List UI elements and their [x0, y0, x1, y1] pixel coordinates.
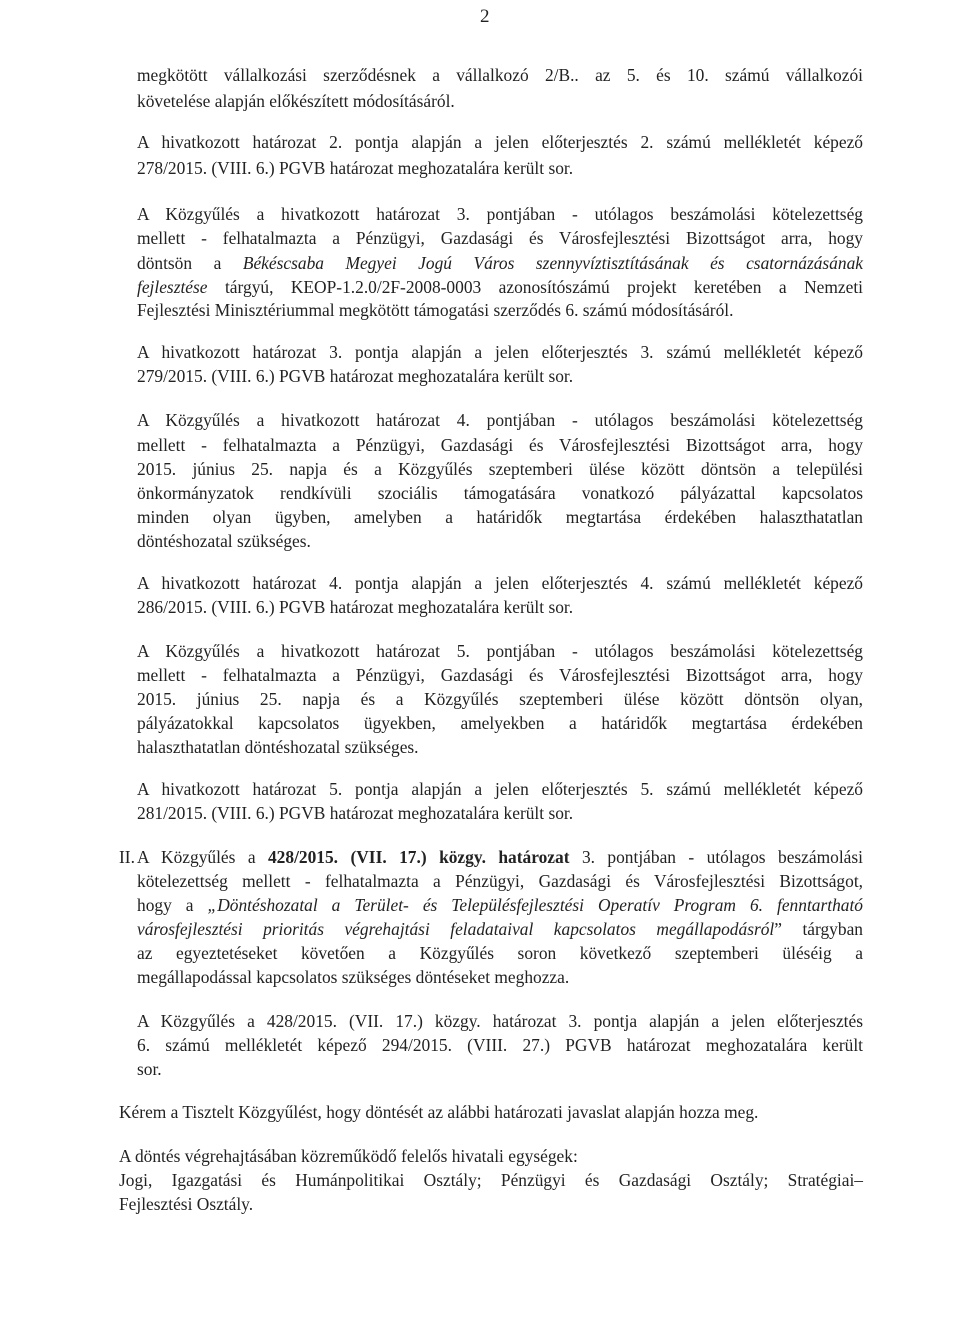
project-title-italic-end: fejlesztése: [137, 277, 208, 297]
paragraph-5-line-2: mellett - felhatalmazta a Pénzügyi, Gazdasági és Városfejlesztési Bizottságot arra, hogy: [137, 435, 863, 455]
section-ii-p2-line-1: A Közgyűlés a 428/2015. (VII. 17.) közgy. határozat 3. pontja alapján a jelen előterjesztés: [137, 1011, 863, 1031]
paragraph-1-line-1: megkötött vállalkozási szerződésnek a vállalkozó 2/B.. az 5. és 10. számú vállalkozói: [137, 65, 863, 85]
program-title-italic: „Döntéshozatal a Terület- és Településfejlesztési Operatív Program 6. fenntartható: [207, 895, 863, 915]
paragraph-3-line-5: Fejlesztési Minisztériummal megkötött támogatási szerződés 6. számú módosításáról.: [137, 300, 734, 320]
section-ii-line-1: [137, 846, 863, 868]
section-ii-line-3: [137, 894, 863, 916]
paragraph-3-line-3: [137, 252, 863, 274]
section-ii-line-2: kötelezettség mellett - felhatalmazta a Pénzügyi, Gazdasági és Városfejlesztési Bizottságot,: [137, 871, 863, 891]
paragraph-7-line-2: mellett - felhatalmazta a Pénzügyi, Gazdasági és Városfejlesztési Bizottságot arra, hogy: [137, 665, 863, 685]
paragraph-7-line-3: 2015. június 25. napja és a Közgyűlés szeptemberi ülése között döntsön olyan,: [137, 689, 863, 709]
paragraph-8-line-1: A hivatkozott határozat 5. pontja alapján a jelen előterjesztés 5. számú mellékletét képező: [137, 779, 863, 799]
paragraph-3-line-3-a: döntsön a: [137, 253, 222, 273]
paragraph-5-line-5: minden olyan ügyben, amelyben a határidők megtartása érdekében halaszthatatlan: [137, 507, 863, 527]
paragraph-5-line-6: döntéshozatal szükséges.: [137, 531, 311, 551]
section-ii-line-4: [137, 918, 863, 940]
paragraph-7-line-5: halaszthatatlan döntéshozatal szükséges.: [137, 737, 419, 757]
page-number: 2: [480, 6, 490, 27]
paragraph-7-line-1: A Közgyűlés a hivatkozott határozat 5. pontjában - utólagos beszámolási kötelezettség: [137, 641, 863, 661]
responsible-units-line-1: Jogi, Igazgatási és Humánpolitikai Osztály; Pénzügyi és Gazdasági Osztály; Stratégiai–: [119, 1170, 863, 1190]
closing-request: Kérem a Tisztelt Közgyűlést, hogy döntését az alábbi határozati javaslat alapján hozza meg.: [119, 1102, 759, 1122]
paragraph-3-line-1: A Közgyűlés a hivatkozott határozat 3. pontjában - utólagos beszámolási kötelezettség: [137, 204, 863, 224]
section-ii-p2-line-2: 6. számú mellékletét képező 294/2015. (VIII. 27.) PGVB határozat meghozatalára került: [137, 1035, 863, 1055]
section-ii-line-1-b: 3. pontjában - utólagos beszámolási: [581, 847, 863, 867]
responsible-units-title: A döntés végrehajtásában közreműködő felelős hivatali egységek:: [119, 1146, 578, 1166]
paragraph-7-line-4: pályázatokkal kapcsolatos ügyekben, amelyekben a határidők megtartása érdekében: [137, 713, 863, 733]
paragraph-5-line-1: A Közgyűlés a hivatkozott határozat 4. pontjában - utólagos beszámolási kötelezettség: [137, 410, 863, 430]
paragraph-2-line-1: A hivatkozott határozat 2. pontja alapján a jelen előterjesztés 2. számú mellékletét képező: [137, 132, 863, 152]
paragraph-6-line-1: A hivatkozott határozat 4. pontja alapján a jelen előterjesztés 4. számú mellékletét képező: [137, 573, 863, 593]
paragraph-4-line-2: 279/2015. (VIII. 6.) PGVB határozat meghozatalára került sor.: [137, 366, 574, 386]
section-ii-p2-line-3: sor.: [137, 1059, 162, 1079]
paragraph-1-line-2: követelése alapján előkészített módosításáról.: [137, 91, 455, 111]
section-ii-line-5: az egyeztetéseket követően a Közgyűlés soron következő szeptemberi üléséig a: [137, 943, 863, 963]
paragraph-3-line-2: mellett - felhatalmazta a Pénzügyi, Gazdasági és Városfejlesztési Bizottságot arra, hogy: [137, 228, 863, 248]
program-title-italic-end: városfejlesztési prioritás végrehajtási feladataival kapcsolatos megállapodásról: [137, 919, 775, 939]
paragraph-8-line-2: 281/2015. (VIII. 6.) PGVB határozat meghozatalára került sor.: [137, 803, 574, 823]
responsible-units-line-2: Fejlesztési Osztály.: [119, 1194, 254, 1214]
paragraph-3-line-4: [137, 276, 863, 298]
project-title-italic: Békéscsaba Megyei Jogú Város szennyvíztisztításának és csatornázásának: [242, 253, 863, 273]
resolution-reference-bold: 428/2015. (VII. 17.) közgy. határozat: [267, 847, 570, 867]
paragraph-3-line-4-b: tárgyú, KEOP-1.2.0/2F-2008-0003 azonosítószámú projekt keretében a Nemzeti: [224, 277, 863, 297]
paragraph-5-line-4: önkormányzatok rendkívüli szociális támogatására vonatkozó pályázattal kapcsolatos: [137, 483, 863, 503]
section-ii-marker: II.: [119, 847, 135, 867]
paragraph-4-line-1: A hivatkozott határozat 3. pontja alapján a jelen előterjesztés 3. számú mellékletét képező: [137, 342, 863, 362]
section-ii-line-1-a: A Közgyűlés a: [137, 847, 256, 867]
paragraph-6-line-2: 286/2015. (VIII. 6.) PGVB határozat meghozatalára került sor.: [137, 597, 574, 617]
paragraph-5-line-3: 2015. június 25. napja és a Közgyűlés szeptemberi ülése között döntsön a települési: [137, 459, 863, 479]
section-ii-line-6: megállapodással kapcsolatos szükséges döntéseket meghozza.: [137, 967, 570, 987]
section-ii-line-3-a: hogy a: [137, 895, 194, 915]
paragraph-2-line-2: 278/2015. (VIII. 6.) PGVB határozat meghozatalára került sor.: [137, 158, 574, 178]
section-ii-line-4-b: ” tárgyban: [774, 919, 863, 939]
